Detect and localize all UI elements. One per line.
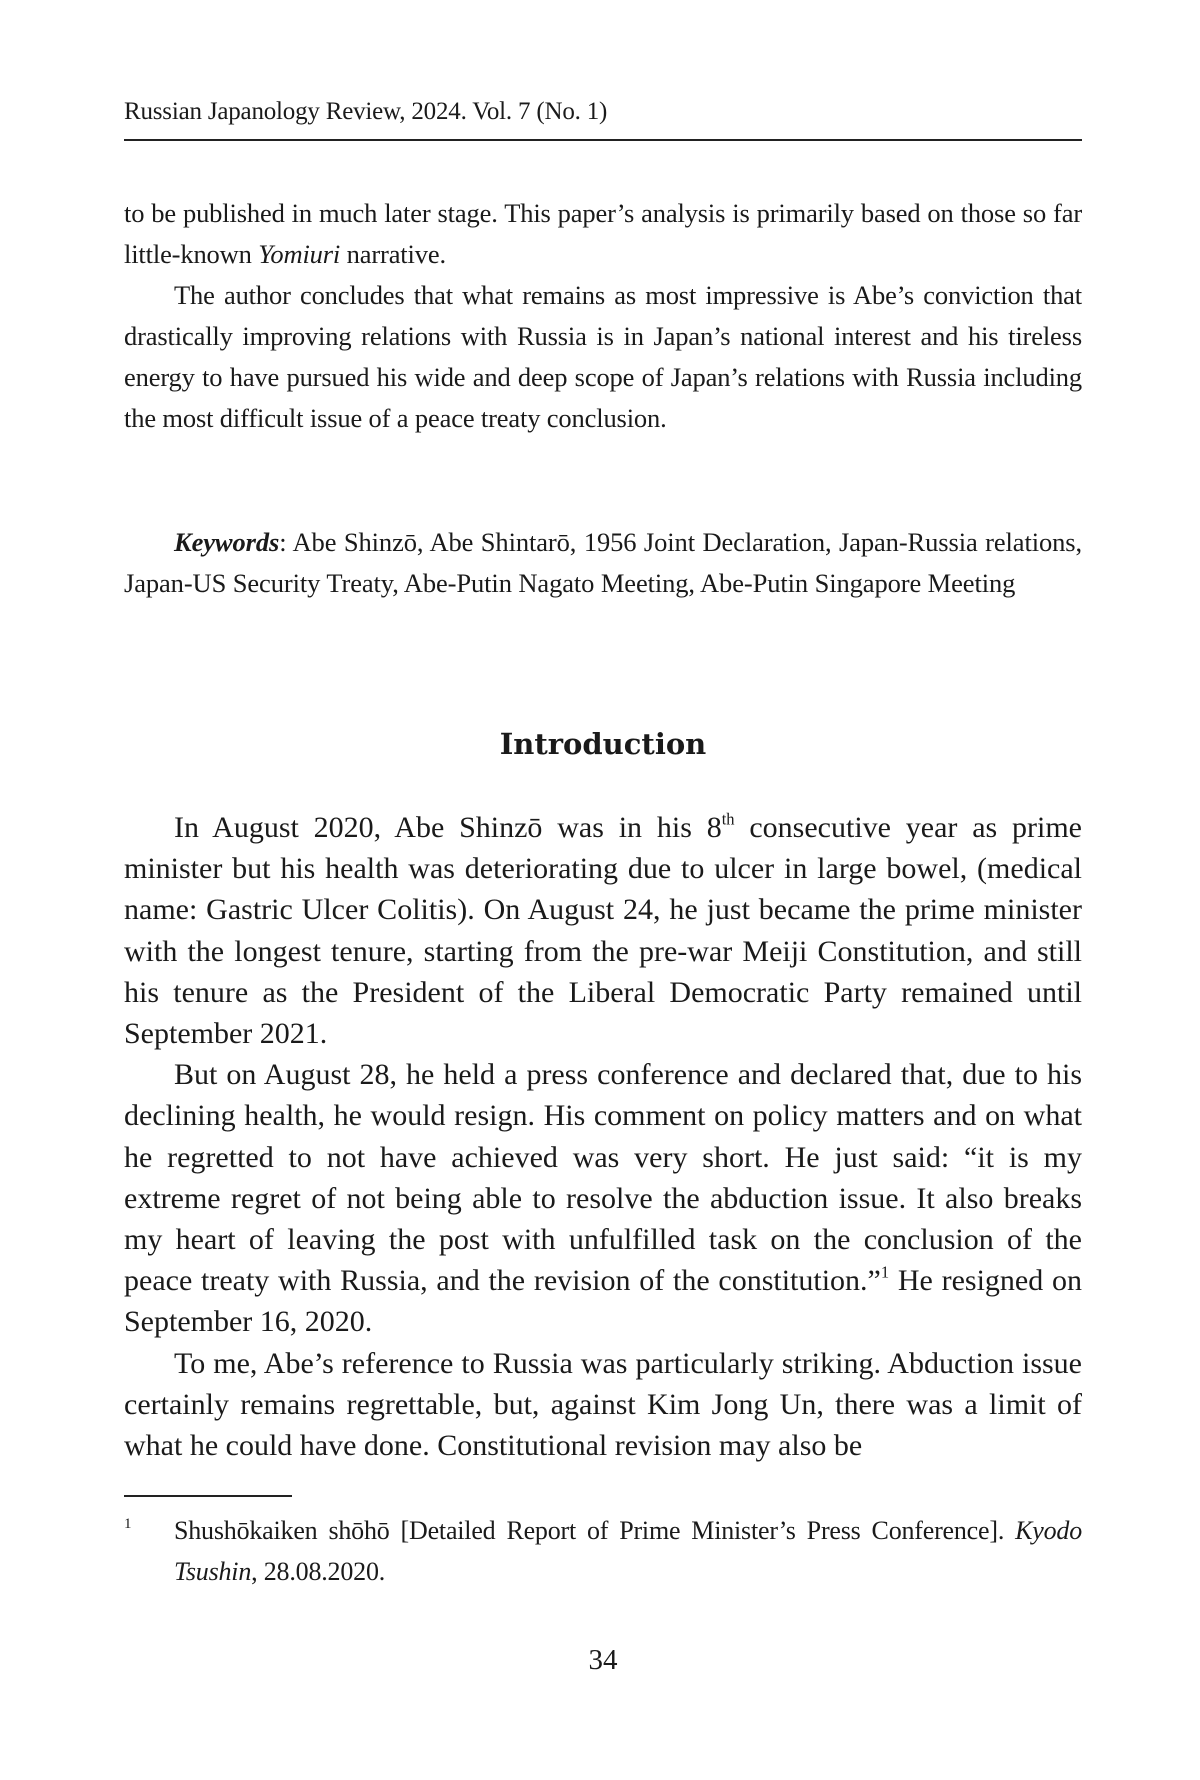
keywords-block [124, 522, 1082, 604]
abstract-text: narrative. [340, 239, 446, 269]
body-paragraph-3: To me, Abe’s reference to Russia was particularly striking. Abduction issue certainly remains regrettable, but, against Kim Jong Un, there was a limit of what he could have done. Constitutional revision may also be [124, 1346, 1082, 1463]
keywords-label: Keywords [174, 527, 280, 557]
introduction-body [124, 807, 1082, 1466]
footnote-body: Shushōkaiken shōhō [Detailed Report of Prime Minister’s Press Conference]. [174, 1516, 1016, 1545]
abstract-italic-term: Yomiuri [258, 239, 341, 269]
abstract-paragraph-2: The author concludes that what remains as most impressive is Abe’s conviction that drastically improving relations with Russia is in Japan’s national interest and his tireless energy to have pursued his wide and deep scope of Japan’s relations with Russia including the most difficult issue of a peace treaty conclusion. [124, 280, 1082, 433]
footnote [124, 1510, 1082, 1592]
running-header: Russian Japanology Review, 2024. Vol. 7 (No. 1) [124, 98, 608, 125]
keywords-text: Abe Shinzō, Abe Shintarō, 1956 Joint Declaration, Japan-Russia relations, Japan-US Security Treaty, Abe-Putin Nagato Meeting, Abe-Putin Singapore Meeting [124, 527, 1083, 598]
footnote-reference[interactable]: 1 [880, 1262, 890, 1282]
abstract-paragraph-1 [124, 193, 1082, 275]
section-heading: Introduction [499, 727, 707, 761]
footnote-date: , 28.08.2020. [251, 1557, 386, 1586]
body-text: In August 2020, Abe Shinzō was in his 8 [174, 811, 722, 844]
abstract-continuation [124, 193, 1082, 439]
footnote-rule [124, 1495, 292, 1497]
ordinal-superscript: th [721, 809, 735, 829]
body-text: consecutive year as prime minister but his health was deteriorating due to ulcer in large bowel, (medical name: Gastric Ulcer Colitis). On August 24, he just became the prime minister with the longest tenure, starting from the pre-war Meiji Constitution, and still his tenure as the President of the Liberal Democratic Party remained until September 2021. [124, 811, 1083, 1051]
page-number: 34 [588, 1644, 618, 1676]
body-text: But on August 28, he held a press conference and declared that, due to his declining health, he would resign. His comment on policy matters and on what he regretted to not have achieved was very short. He just said: “it is my extreme regret of not being able to resolve the abduction issue. It also breaks my heart of leaving the post with unfulfilled task on the conclusion of the peace treaty with Russia, and the revision of the constitution.” [124, 1058, 1082, 1298]
footnote-text [174, 1510, 1082, 1592]
body-paragraph-2 [124, 1054, 1082, 1342]
header-rule [124, 139, 1082, 141]
body-paragraph-1 [124, 807, 1082, 1054]
footnote-number: 1 [124, 1516, 132, 1532]
abstract-text: to be published in much later stage. This paper’s analysis is primarily based on those so far little-known [124, 198, 1082, 269]
body-text: He resigned on September 16, 2020. [124, 1264, 1082, 1339]
footnote-source: Kyodo Tsushin [174, 1516, 1082, 1586]
keywords-separator: : [279, 527, 293, 557]
